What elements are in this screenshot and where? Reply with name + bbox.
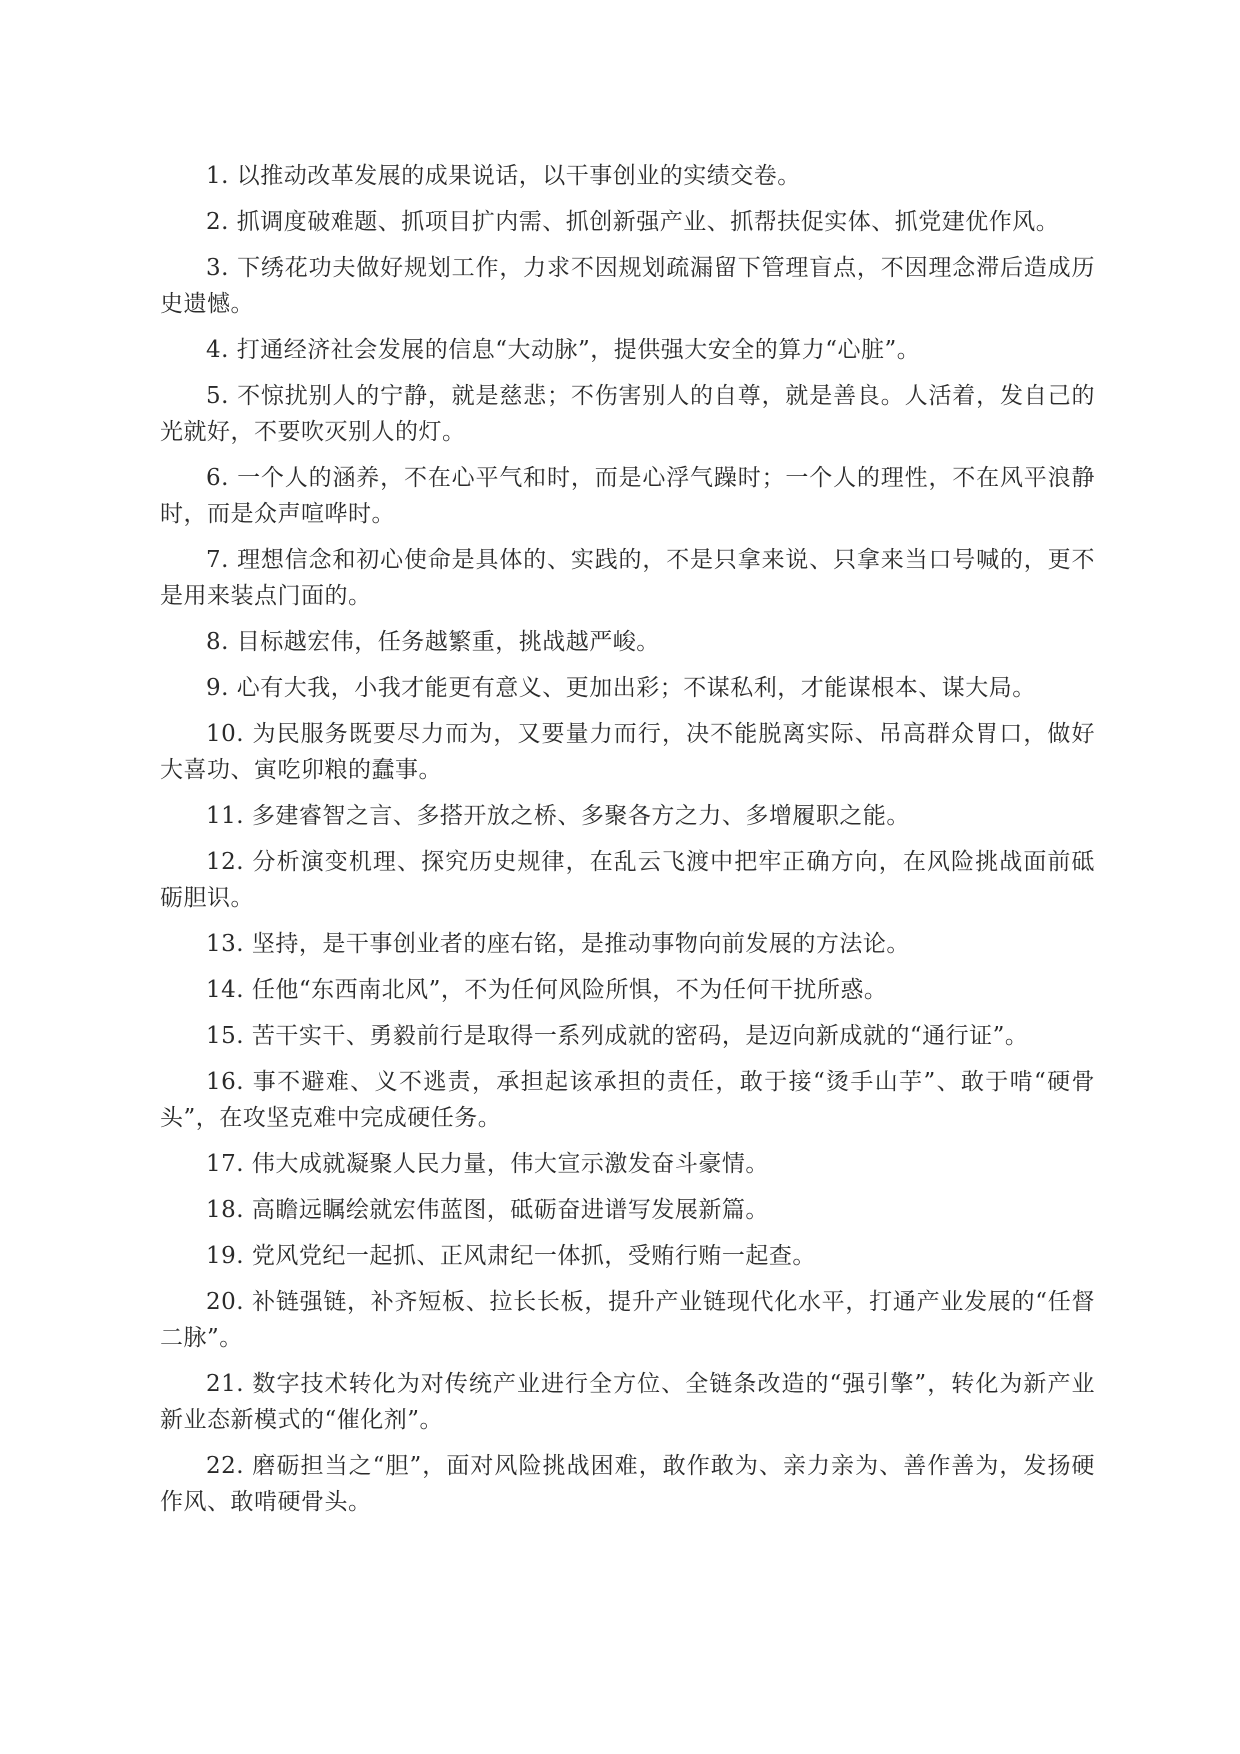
paragraph-4: 4. 打通经济社会发展的信息“大动脉”，提供强大安全的算力“心脏”。 [206,337,921,363]
paragraph-2: 2. 抓调度破难题、抓项目扩内需、抓创新强产业、抓帮扶促实体、抓党建优作风。 [206,209,1060,235]
paragraph-11: 11. 多建睿智之言、多搭开放之桥、多聚各方之力、多增履职之能。 [206,803,910,829]
paragraph-19: 19. 党风党纪一起抓、正风肃纪一体抓，受贿行贿一起查。 [206,1243,816,1269]
paragraph-1: 1. 以推动改革发展的成果说话，以干事创业的实绩交卷。 [206,163,801,189]
document-page [160,158,1095,1530]
paragraph-13: 13. 坚持，是干事创业者的座右铭，是推动事物向前发展的方法论。 [206,931,910,957]
paragraph-14: 14. 任他“东西南北风”，不为任何风险所惧，不为任何干扰所惑。 [206,977,888,1003]
paragraph-8: 8. 目标越宏伟，任务越繁重，挑战越严峻。 [206,629,660,655]
paragraph-17: 17. 伟大成就凝聚人民力量，伟大宣示激发奋斗豪情。 [206,1151,769,1177]
paragraph-20: 20. 补链强链，补齐短板、拉长长板，提升产业链现代化水平，打通产业发展的“任督二脉”。 [160,1289,1095,1351]
paragraph-9: 9. 心有大我，小我才能更有意义、更加出彩；不谋私利，才能谋根本、谋大局。 [206,675,1036,701]
paragraph-5: 5. 不惊扰别人的宁静，就是慈悲；不伤害别人的自尊，就是善良。人活着，发自己的光就好，不要吹灭别人的灯。 [160,383,1095,445]
paragraph-3: 3. 下绣花功夫做好规划工作，力求不因规划疏漏留下管理盲点，不因理念滞后造成历史遗憾。 [160,255,1095,317]
paragraph-22: 22. 磨砺担当之“胆”，面对风险挑战困难，敢作敢为、亲力亲为、善作善为，发扬硬作风、敢啃硬骨头。 [160,1453,1095,1515]
paragraph-10: 10. 为民服务既要尽力而为，又要量力而行，决不能脱离实际、吊高群众胃口，做好大喜功、寅吃卯粮的蠢事。 [160,721,1095,783]
paragraph-15: 15. 苦干实干、勇毅前行是取得一系列成就的密码，是迈向新成就的“通行证”。 [206,1023,1029,1049]
paragraph-12: 12. 分析演变机理、探究历史规律，在乱云飞渡中把牢正确方向，在风险挑战面前砥砺胆识。 [160,849,1095,911]
paragraph-21: 21. 数字技术转化为对传统产业进行全方位、全链条改造的“强引擎”，转化为新产业新业态新模式的“催化剂”。 [160,1371,1095,1433]
paragraph-18: 18. 高瞻远瞩绘就宏伟蓝图，砥砺奋进谱写发展新篇。 [206,1197,769,1223]
paragraph-6: 6. 一个人的涵养，不在心平气和时，而是心浮气躁时；一个人的理性，不在风平浪静时，而是众声喧哗时。 [160,465,1095,527]
paragraph-16: 16. 事不避难、义不逃责，承担起该承担的责任，敢于接“烫手山芋”、敢于啃“硬骨头”，在攻坚克难中完成硬任务。 [160,1069,1095,1131]
paragraph-7: 7. 理想信念和初心使命是具体的、实践的，不是只拿来说、只拿来当口号喊的，更不是用来装点门面的。 [160,547,1095,609]
